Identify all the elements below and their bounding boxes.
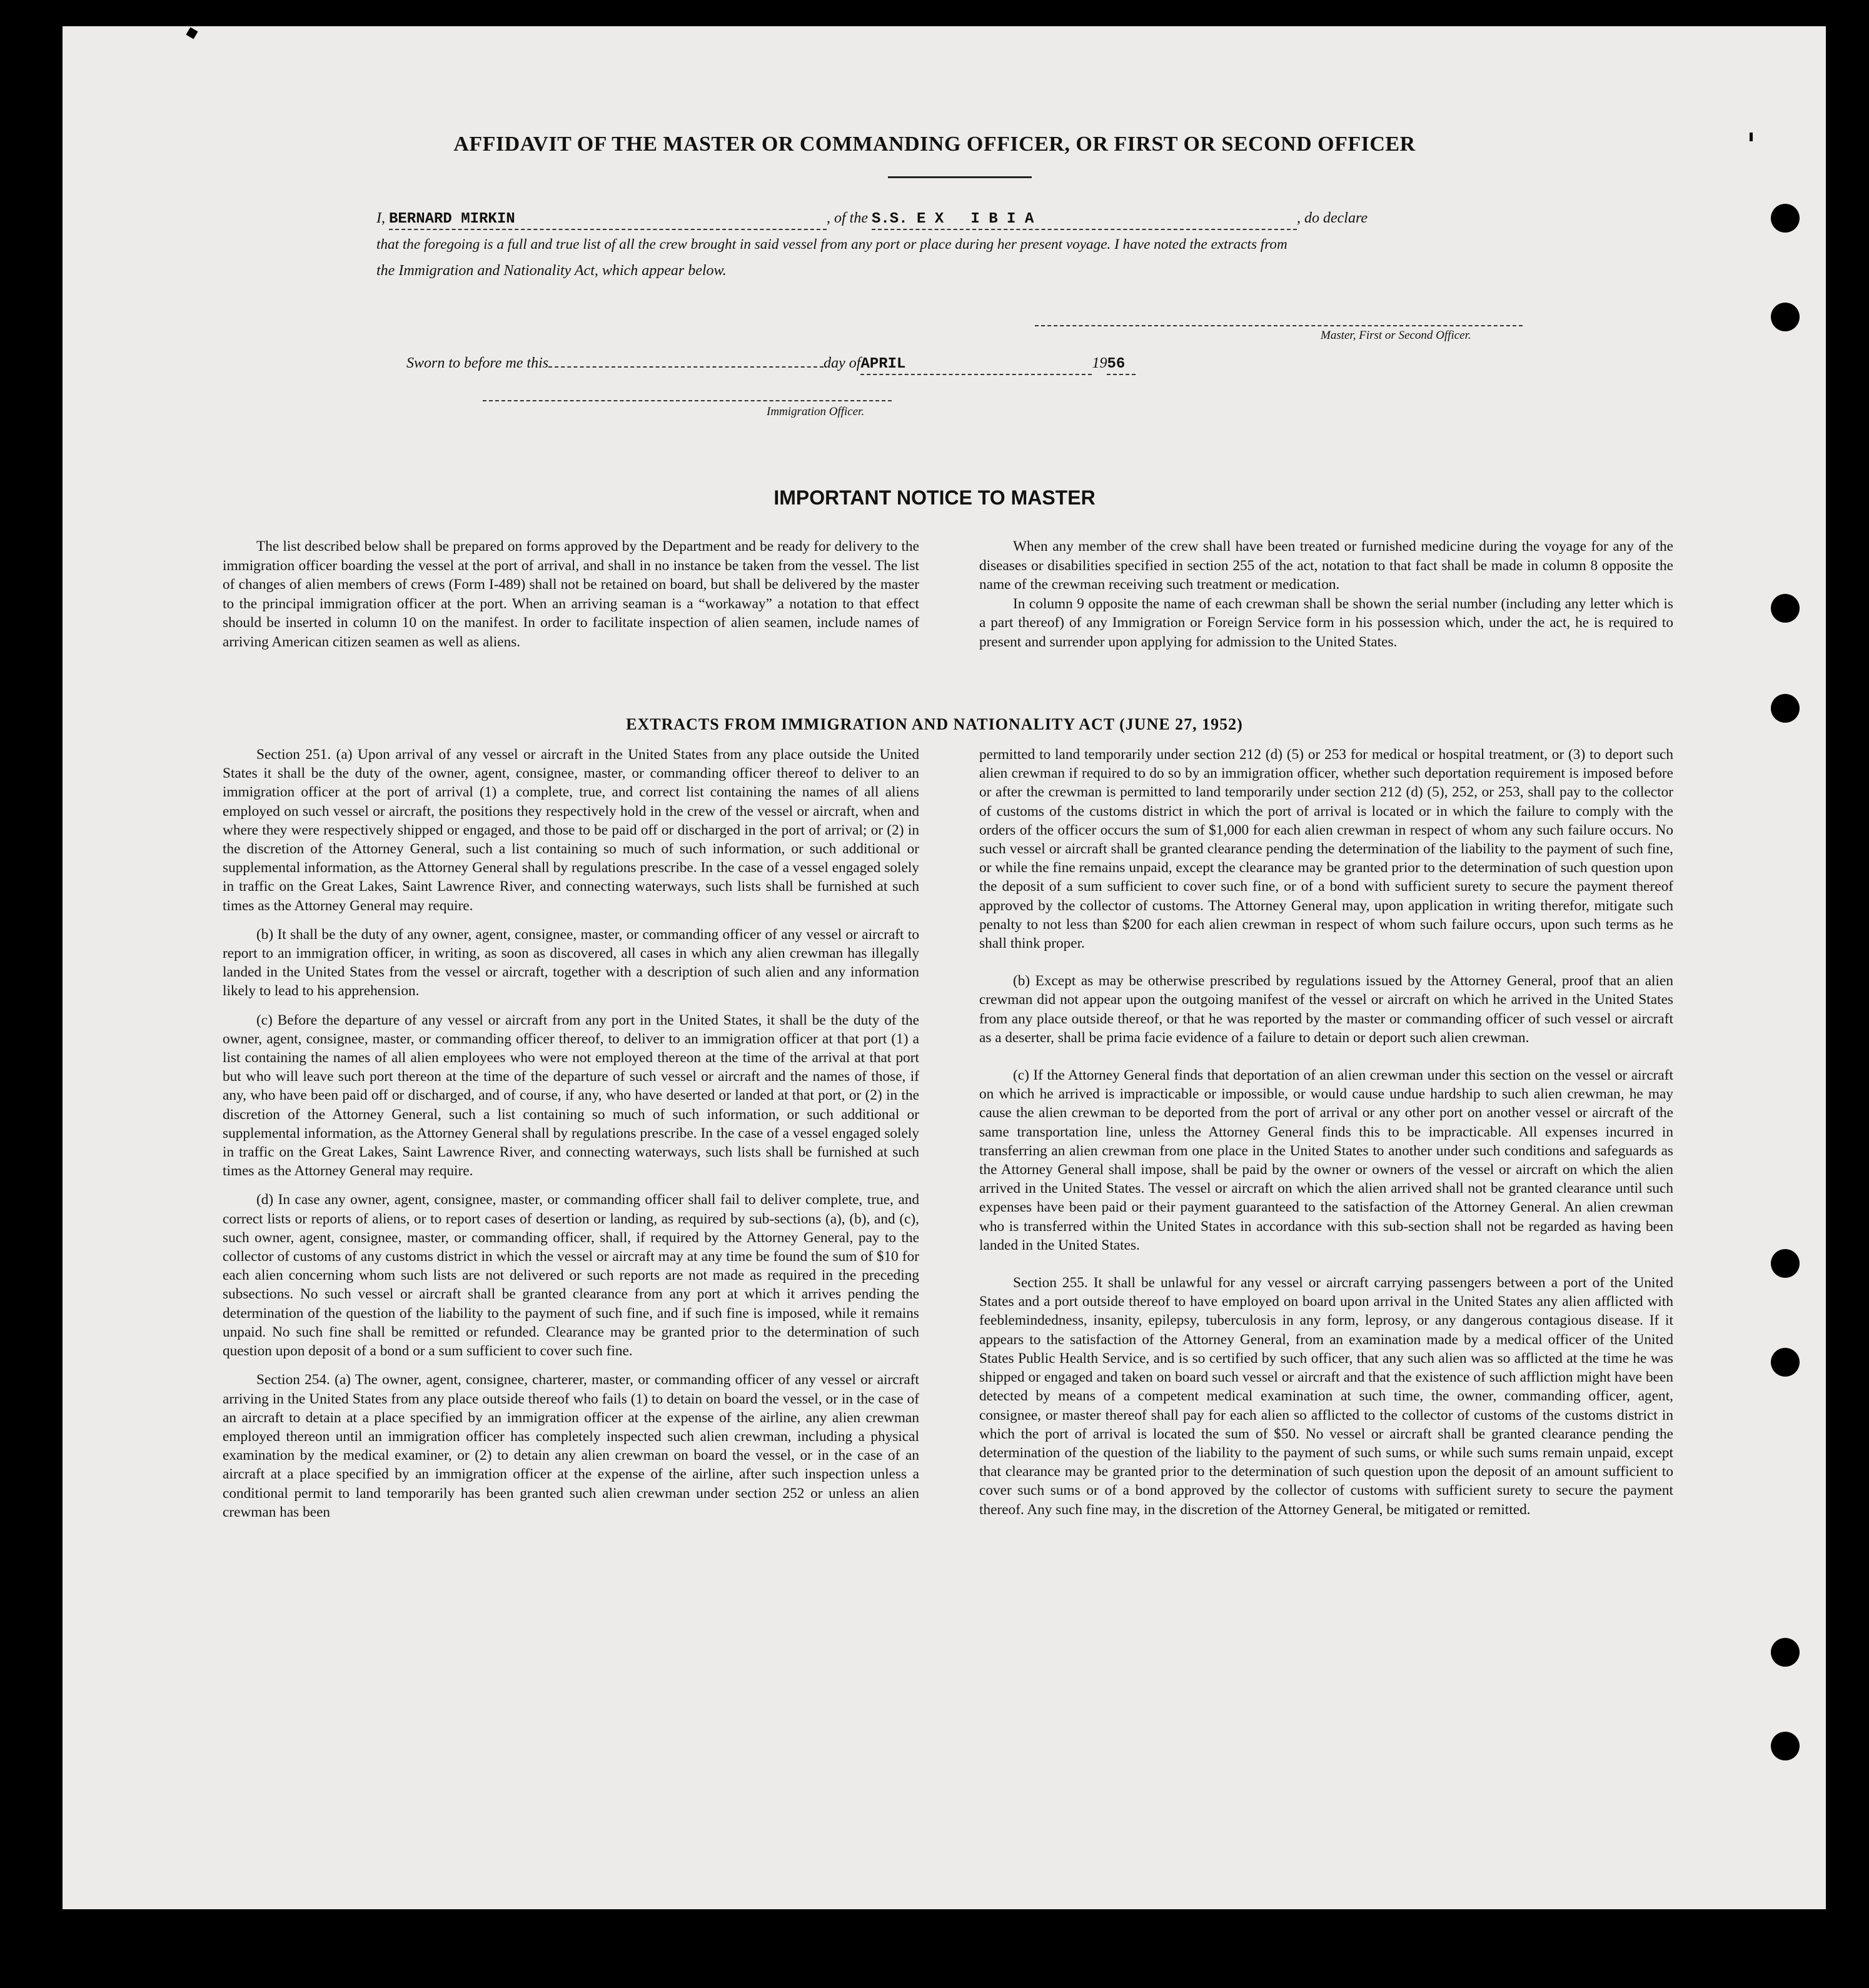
immigration-officer-label: Immigration Officer.: [767, 405, 865, 418]
affidavit-title: AFFIDAVIT OF THE MASTER OR COMMANDING OFFICER, OR FIRST OR SECOND OFFICER: [453, 133, 1416, 156]
master-label: Master, First or Second Officer.: [1321, 329, 1471, 342]
binder-hole: [1771, 1638, 1800, 1667]
sworn-prefix: Sworn to before me this: [406, 355, 549, 371]
month-field[interactable]: [860, 355, 1092, 375]
declaration-block: [376, 205, 1527, 284]
section-251d: (d) In case any owner, agent, consignee, master, or commanding officer shall fail to deliver complete, true, and correct lists or reports of aliens, or to report cases of desertion or landing, as required by sub-sections (a), (b), and (c), such owner, agent, consignee, master, or commanding officer, shall, if required by the Attorney General, pay to the collector of customs of any customs district in which the vessel or aircraft may at any time be found the sum of $10 for each alien concerning whom such lists are not delivered or such reports are not made as required in the preceding subsections. No such vessel or aircraft shall be granted clearance from any port at which it arrives pending the determination of the question of the liability to the payment of such fine, and if such fine is imposed, while it remains unpaid. No such fine shall be remitted or refunded. Clearance may be granted prior to the determination of such question upon deposit of a bond or a sum sufficient to cover such fine.: [223, 1192, 919, 1360]
declaration-i: I,: [376, 210, 385, 226]
notice-heading: IMPORTANT NOTICE TO MASTER: [773, 486, 1096, 509]
sworn-month: APRIL: [860, 356, 906, 373]
section-255: Section 255. It shall be unlawful for any vessel or aircraft carrying passengers between a port of the United States and a port outside thereof to have employed on board upon arrival in the United States any alien afflicted with feeblemindedness, insanity, epilepsy, tuberculosis in any form, leprosy, or any dangerous contagious disease. If it appears to the satisfaction of the Attorney General, from an examination made by a medical officer of the United States Public Health Service, and is so certified by such officer, that any such alien was so afflicted at the time he was shipped or engaged and taken on board such vessel or aircraft and that the existence of such affliction might have been detected by means of a competent medical examination at such time, the owner, commanding officer, agent, consignee, or master thereof shall pay for each alien so afflicted to the collector of customs of the customs district in which the port of arrival is located the sum of $50. No vessel or aircraft shall be granted clearance pending the determination of the question of the liability to the payment of such sums, or while such sums remain unpaid, except that clearance may be granted prior to the determination of such question upon the deposit of an amount sufficient to cover such sums or of a bond approved by the collector of customs with sufficient surety to secure the payment thereof. Any such fine may, in the discretion of the Attorney General, be mitigated or remitted.: [979, 1275, 1673, 1518]
declaration-line-1: [376, 205, 1527, 231]
binder-hole: [1771, 1348, 1800, 1377]
extracts-heading: EXTRACTS FROM IMMIGRATION AND NATIONALITY ACT (JUNE 27, 1952): [626, 715, 1243, 733]
declaration-line-3: the Immigration and Nationality Act, which appear below.: [376, 263, 727, 279]
section-254a: Section 254. (a) The owner, agent, consignee, charterer, master, or commanding officer of any vessel or aircraft arriving in the United States from any place outside thereof who fails (1) to detain on board the vessel, or in the case of an aircraft to detain at a place specified by an immigration officer at the expense of the airline, any alien crewman employed thereon until an immigration officer has completely inspected such alien crewman, including a physical examination by the medical examiner, or (2) to detain any alien crewman on board the vessel, or in the case of an aircraft at a place specified by an immigration officer at the expense of the airline, after such inspection unless a conditional permit to land temporarily has been granted such alien crewman under section 252 or unless an alien crewman has been: [223, 1372, 919, 1520]
notice-left-text: The list described below shall be prepared on forms approved by the Department and be ready for delivery to the immigration officer boarding the vessel at the port of arrival, and shall in no instance be taken from the vessel. The list of changes of alien members of crews (Form I-489) shall not be retained on board, but shall be delivered by the master to the principal immigration officer at the port. When an arriving seaman is a “workaway” a notation to that effect should be inserted in column 10 on the manifest. In order to facilitate inspection of alien seamen, include names of arriving American citizen seamen as well as aliens.: [223, 538, 919, 650]
section-251b: (b) It shall be the duty of any owner, agent, consignee, master, or commanding officer of any vessel or aircraft to report to an immigration officer, in writing, as soon as discovered, all cases in which any alien crewman has illegally landed in the United States from the vessel or aircraft, together with a description of such alien and any information likely to lead to his apprehension.: [223, 926, 919, 1000]
binder-hole: [1771, 204, 1800, 233]
sworn-year: 56: [1107, 356, 1126, 373]
master-signature-line[interactable]: [1035, 325, 1523, 326]
name-field[interactable]: [389, 210, 827, 230]
section-254c: (c) If the Attorney General finds that deportation of an alien crewman under this section on the vessel or aircraft on which he arrived is impracticable or impossible, or would cause undue hardship to such alien crewman, he may cause the alien crewman to be deported from the port of arrival or any other port on another vessel or aircraft of the same transportation line, unless the Attorney General finds this to be impracticable. All expenses incurred in transferring an alien crewman from one place in the United States to another under such conditions and safeguards as the Attorney General shall impose, shall be paid by the owner or owners of the vessel or aircraft on which the alien arrived in the United States. The vessel or aircraft on which the alien arrived shall not be granted clearance until such expenses have been paid or their payment guaranteed to the satisfaction of the Attorney General. An alien crewman who is transferred within the United States in accordance with this sub-section shall not be regarded as having been landed in the United States.: [979, 1067, 1673, 1253]
binder-hole: [1771, 594, 1800, 623]
binder-hole: [1771, 303, 1800, 331]
master-name: BERNARD MIRKIN: [389, 211, 515, 228]
notice-left: [223, 537, 919, 652]
extracts-left-column: [223, 745, 919, 1532]
year-prefix: 19: [1092, 355, 1107, 371]
section-251c: (c) Before the departure of any vessel or aircraft from any port in the United States, it shall be the duty of the owner, agent, consignee, master, or commanding officer thereof, to deliver to an immigration officer at that port (1) a list containing the names of all alien employees who were not employed thereon at the time of the arrival at that port but who will leave such port thereon at the time of the departure of such vessel or aircraft and the names of those, if any, who have been paid off or discharged, and of course, if any, who have deserted or landed at that port, or (2) in the discretion of the Attorney General, such a list containing so much of such information, or such additional or supplemental information, as the Attorney General shall by regulations prescribe. In the case of a vessel engaged solely in traffic on the Great Lakes, Saint Lawrence River, and connecting waterways, such lists shall be furnished at such times as the Attorney General may require.: [223, 1012, 919, 1180]
of-the-text: , of the: [827, 210, 868, 226]
title-divider: [888, 176, 1032, 178]
sworn-line: [406, 348, 1136, 375]
section-254b: (b) Except as may be otherwise prescribed by regulations issued by the Attorney General, proof that an alien crewman did not appear upon the outgoing manifest of the vessel or aircraft on which he arrived in the United States from any place outside thereof, or that he was reported by the master or commanding officer of such vessel or aircraft as a deserter, shall be prima facie evidence of a failure to detain or deport such alien crewman.: [979, 973, 1673, 1046]
extracts-right-column: [979, 745, 1673, 1529]
immigration-officer-signature-line[interactable]: [483, 400, 892, 401]
year-field[interactable]: [1107, 355, 1136, 375]
sworn-day-field[interactable]: [548, 348, 824, 368]
do-declare-text: , do declare: [1297, 210, 1368, 226]
section-251a: Section 251. (a) Upon arrival of any vessel or aircraft in the United States from any place outside the United States it shall be the duty of the owner, agent, consignee, master, or commanding officer thereof to deliver to an immigration officer at the port of arrival (1) a complete, true, and correct list containing the names of all aliens employed on such vessel or aircraft, the positions they respectively hold in the crew of the vessel or aircraft, when and where they were respectively shipped or engaged, and those to be paid off or discharged in the port of arrival; or (2) in the discretion of the Attorney General, such a list containing so much of such information, or such additional or supplemental information, as the Attorney General shall by regulations prescribe. In the case of a vessel engaged solely in traffic on the Great Lakes, Saint Lawrence River, and connecting waterways, such lists shall be furnished at such times as the Attorney General may require.: [223, 746, 919, 914]
notice-right-para-1: When any member of the crew shall have been treated or furnished medicine during the voyage for any of the diseases or disabilities specified in section 255 of the act, notation to that fact shall be made in column 8 opposite the name of the crewman receiving such treatment or medication.: [979, 538, 1673, 593]
vessel-name: S.S. E X I B I A: [872, 211, 1034, 228]
declaration-line-2: that the foregoing is a full and true list of all the crew brought in said vessel from any port or place during her present voyage. I have noted the extracts from: [376, 236, 1287, 253]
vessel-field[interactable]: [872, 210, 1297, 230]
notice-right-para-2: In column 9 opposite the name of each crewman shall be shown the serial number (including any letter which is a part thereof) of any Immigration or Foreign Service form in his possession which, under the act, he is required to present and surrender upon applying for admission to the United States.: [979, 595, 1673, 650]
binder-hole: [1771, 1249, 1800, 1278]
day-of-text: day of: [824, 355, 861, 371]
section-254a-continued: permitted to land temporarily under section 212 (d) (5) or 253 for medical or hospital treatment, or (3) to deport such alien crewman if required to do so by an immigration officer, whether such deportation requirement is imposed before or after the crewman is permitted to land temporarily under section 212 (d) (5), 252, or 253, shall pay to the collector of customs of the customs district in which the port of arrival is located or in which the failure to comply with the orders of the officer occurs the sum of $1,000 for each alien crewman in respect of whom any such failure occurs. No such vessel or aircraft shall be granted clearance pending the determination of the liability to the payment of such fine, or while the fine remains unpaid, except the clearance may be granted prior to the determination of such question upon the deposit of a sum sufficient to cover such fine, or of a bond with sufficient surety to secure the payment thereof approved by the collector of customs. The Attorney General may, upon application in writing therefor, mitigate such penalty to not less than $200 for each alien crewman in respect of whom such failure occurs, upon such terms as he shall think proper.: [979, 746, 1673, 952]
notice-right: [979, 537, 1673, 652]
binder-hole: [1771, 1732, 1800, 1760]
